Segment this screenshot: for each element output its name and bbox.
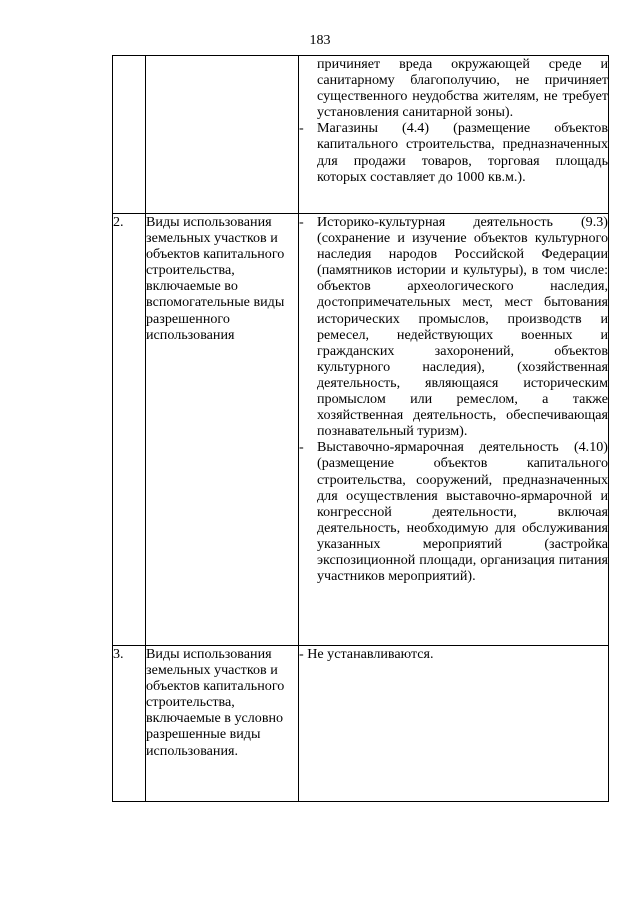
list-dash: - [299, 439, 304, 456]
row-number-cell: 2. [113, 214, 146, 646]
continued-text: причиняет вреда окружающей среде и санитарному благополучию, не причиняет существенного неудобства жителям, не требует установления санитарной зоны). [317, 56, 608, 121]
list-item [299, 439, 608, 584]
list-dash: - [299, 214, 304, 230]
list-item-text: Выставочно-ярмарочная деятельность (4.10) (размещение объектов капитального строительства, сооружений, предназначенных для осуществления выставочно-ярмарочной и конгрессной деятельности, включая деятельность, необходимую для обслуживания указанных мероприятий (застройка экспозиционной площади, организация питания участников мероприятий). [317, 439, 608, 585]
permitted-uses-cell [299, 646, 609, 802]
use-category-cell [146, 56, 299, 214]
list-item [299, 214, 608, 439]
zoning-use-table [112, 55, 609, 802]
row-number-cell [113, 56, 146, 214]
table-row [113, 214, 609, 646]
row-number-cell: 3. [113, 646, 146, 802]
table-row [113, 56, 609, 214]
list-item [299, 120, 608, 184]
not-established-text: - Не устанавливаются. [299, 646, 434, 662]
page-number: 183 [309, 33, 331, 48]
permitted-uses-cell [299, 214, 609, 646]
use-category-cell: Виды использования земельных участков и объектов капитального строительства, включаемые во вспомогательные виды разрешенного использования [146, 214, 299, 646]
permitted-uses-cell [299, 56, 609, 214]
list-item-text: Историко-культурная деятельность (9.3) (сохранение и изучение объектов культурного наследия народов Российской Федерации (памятников истории и культуры), в том числе: объектов археологического наследия, достопримечательных мест, мест бытования исторических промыслов, производств и ремесел, недействующих военных и гражданских захоронений, объектов культурного наследия), (хозяйственная деятельность, являющаяся историческим промыслом или ремеслом, а также хозяйственная деятельность, обеспечивающая познавательный туризм). [317, 214, 608, 440]
list-item-text: Магазины (4.4) (размещение объектов капитального строительства, предназначенных для продажи товаров, торговая площадь которых составляет до 1000 кв.м.). [317, 120, 608, 185]
list-dash: - [299, 120, 304, 137]
table-row [113, 646, 609, 802]
use-category-cell: Виды использования земельных участков и объектов капитального строительства, включаемые в условно разрешенные виды использования. [146, 646, 299, 802]
